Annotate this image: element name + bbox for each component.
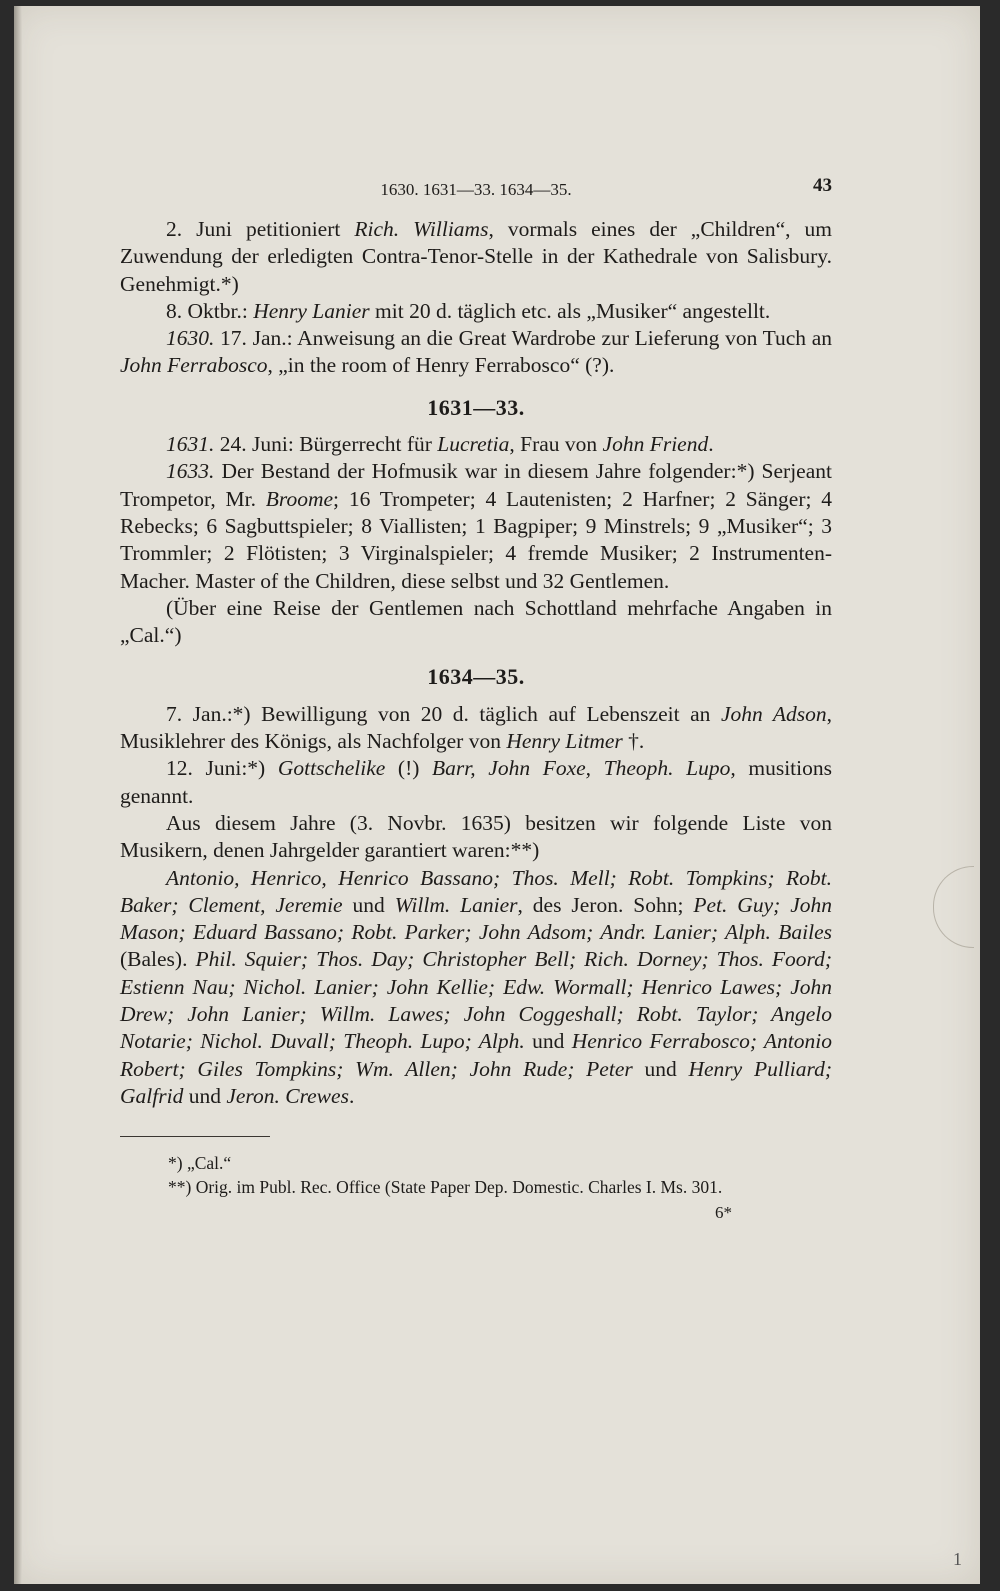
page-spine-shadow: [14, 6, 22, 1584]
section-heading-1631: 1631—33.: [427, 394, 525, 420]
book-page: [14, 6, 980, 1584]
page-edge-mark: [933, 866, 974, 948]
footnote-1: *) „Cal.“: [168, 1153, 232, 1174]
paragraph-1633-schottland: (Über eine Reise der Gentlemen nach Schottland mehrfache Angaben in „Cal.“): [120, 595, 832, 648]
paragraph-1630-lanier: 8. Oktbr.: Henry Lanier mit 20 d. täglich etc. als „Musiker“ angestellt.: [166, 298, 771, 323]
running-head-title: 1630. 1631—33. 1634—35.: [380, 180, 572, 199]
footnote-rule: [120, 1136, 270, 1137]
paragraph-1630-wardrobe: 1630. 17. Jan.: Anweisung an die Great Wardrobe zur Lieferung von Tuch an John Ferrabosco, „in the room of Henry Ferrabosco“ (?).: [120, 326, 832, 378]
section-heading-1634: 1634—35.: [427, 664, 525, 690]
paragraph-1631-lucretia: 1631. 24. Juni: Bürgerrecht für Lucretia, Frau von John Friend.: [166, 432, 714, 457]
corner-mark: 1: [953, 1549, 962, 1569]
paragraph-1633-hofmusik: 1633. Der Bestand der Hofmusik war in diesem Jahre folgender:*) Serjeant Trompetor, Mr. Broome; 16 Trompeter; 4 Lautenisten; 2 Harfner; 2 Sänger; 4 Rebecks; 6 Sagbuttspieler; 8 Viallisten; 1 Bagpiper; 9 Minstrels; 9 „Musiker“; 3 Trommler; 2 Flötisten; 3 Virginalspieler; 4 fremde Musiker; 2 Instrumenten-Macher. Master of the Children, diese selbst und 32 Gentlemen.: [120, 459, 832, 593]
page-text-block: [120, 176, 832, 1225]
page-number: 43: [813, 175, 832, 196]
footnotes: [120, 1151, 832, 1225]
running-head: [120, 176, 832, 216]
footnote-2: **) Orig. im Publ. Rec. Office (State Paper Dep. Domestic. Charles I. Ms. 301.: [168, 1177, 723, 1198]
paragraph-1635-musiker-liste: Antonio, Henrico, Henrico Bassano; Thos. Mell; Robt. Tompkins; Robt. Baker; Clement, Jeremie und Willm. Lanier, des Jeron. Sohn; Pet. Guy; John Mason; Eduard Bassano; Robt. Parker; John Adsom; Andr. Lanier; Alph. Bailes (Bales). Phil. Squier; Thos. Day; Christopher Bell; Rich. Dorney; Thos. Foord; Estienn Nau; Nichol. Lanier; John Kellie; Edw. Wormall; Henrico Lawes; John Drew; John Lanier; Willm. Lawes; John Coggeshall; Robt. Taylor; Angelo Notarie; Nichol. Duvall; Theoph. Lupo; Alph. und Henrico Ferrabosco; Antonio Robert; Giles Tompkins; Wm. Allen; John Rude; Peter und Henry Pulliard; Galfrid und Jeron. Crewes.: [120, 865, 833, 1108]
signature-mark: 6*: [715, 1203, 732, 1223]
paragraph-1635-liste-intro: Aus diesem Jahre (3. Novbr. 1635) besitzen wir folgende Liste von Musikern, denen Jahrgelder garantiert waren:**): [120, 810, 832, 863]
paragraph-1634-musitions: 12. Juni:*) Gottschelike (!) Barr, John Foxe, Theoph. Lupo, musitions genannt.: [120, 756, 832, 808]
paragraph-1634-adson: 7. Jan.:*) Bewilligung von 20 d. täglich auf Lebenszeit an John Adson, Musiklehrer des Königs, als Nachfolger von Henry Litmer †.: [120, 701, 833, 754]
paragraph-1630-petition: 2. Juni petitioniert Rich. Williams, vormals eines der „Children“, um Zuwendung der erledigten Contra-Tenor-Stelle in der Kathedrale von Salisbury. Genehmigt.*): [120, 217, 832, 296]
